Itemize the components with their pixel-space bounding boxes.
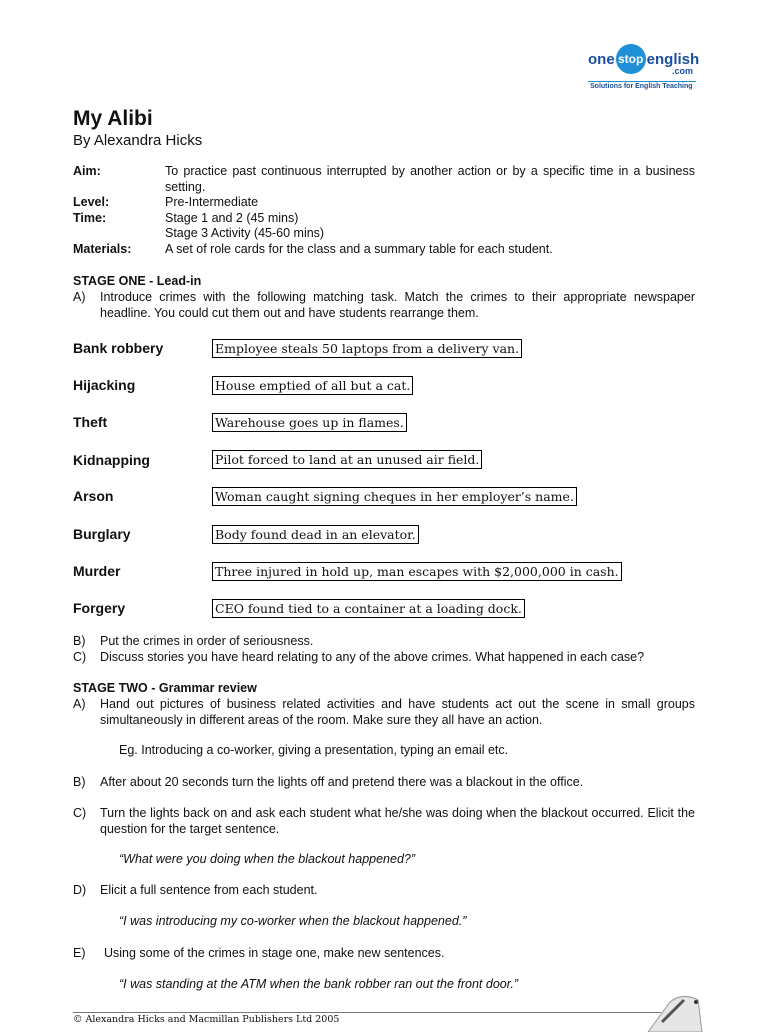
stage-two-a-example: Eg. Introducing a co-worker, giving a presentation, typing an email etc.	[119, 743, 509, 757]
item-text: Put the crimes in order of seriousness.	[100, 634, 314, 648]
stage-two-a	[73, 697, 695, 728]
photocopiable-stamp-icon	[640, 992, 710, 1032]
item-letter: B)	[73, 634, 86, 648]
crime-label: Theft	[73, 414, 108, 430]
stage-one-c	[73, 650, 695, 666]
item-text: Hand out pictures of business related activities and have students act out the scene in small groups simultaneously in different areas of the room. Make sure they all have an action.	[100, 697, 695, 727]
item-text: Using some of the crimes in stage one, make new sentences.	[104, 946, 445, 960]
logo-divider	[588, 81, 696, 82]
onestopenglish-logo	[588, 44, 700, 94]
crime-label: Burglary	[73, 526, 131, 542]
stage-two-b	[73, 775, 695, 791]
item-letter: A)	[73, 290, 86, 304]
stage-two-e	[73, 946, 695, 962]
item-letter: D)	[73, 883, 87, 897]
aim-label: Aim:	[73, 164, 101, 178]
item-letter: E)	[73, 946, 86, 960]
item-text: Turn the lights back on and ask each student what he/she was doing when the blackout occurred. Elicit the question for the target sentence.	[100, 806, 695, 836]
stage-two-d	[73, 883, 695, 899]
item-letter: A)	[73, 697, 86, 711]
time-value-1: Stage 1 and 2 (45 mins)	[165, 210, 299, 225]
item-text: Discuss stories you have heard relating to any of the above crimes. What happened in each case?	[100, 650, 645, 664]
time-label: Time:	[73, 210, 107, 225]
crime-label: Forgery	[73, 600, 126, 616]
item-letter: C)	[73, 806, 87, 820]
copyright-footer: © Alexandra Hicks and Macmillan Publishers Ltd 2005	[73, 1014, 340, 1025]
logo-text-one: one	[588, 50, 615, 68]
crime-label: Bank robbery	[73, 340, 164, 356]
footer-divider	[73, 1012, 661, 1013]
level-label: Level:	[73, 195, 110, 209]
crime-label: Hijacking	[73, 377, 136, 393]
stage-one-a	[73, 290, 695, 321]
materials-value: A set of role cards for the class and a summary table for each student.	[165, 241, 553, 256]
headline-box: Employee steals 50 laptops from a delivery van.	[212, 339, 522, 358]
headline-box: Woman caught signing cheques in her employer’s name.	[212, 487, 577, 506]
headline-box: Warehouse goes up in flames.	[212, 413, 407, 432]
item-letter: C)	[73, 650, 87, 664]
time-value-2: Stage 3 Activity (45-60 mins)	[165, 226, 325, 240]
stage-one-heading: STAGE ONE - Lead-in	[73, 274, 202, 288]
stage-two-c	[73, 806, 695, 837]
stage-two-d-quote: “I was introducing my co-worker when the blackout happened.”	[119, 914, 467, 928]
item-letter: B)	[73, 775, 86, 789]
author-line: By Alexandra Hicks	[73, 132, 203, 149]
headline-box: CEO found tied to a container at a loading dock.	[212, 599, 525, 618]
level-value: Pre-Intermediate	[165, 195, 259, 209]
stage-two-c-quote: “What were you doing when the blackout happened?”	[119, 852, 416, 866]
aim-value: To practice past continuous interrupted by another action or by a specific time in a business setting.	[165, 164, 695, 194]
crime-label: Kidnapping	[73, 452, 150, 468]
logo-tagline: Solutions for English Teaching	[590, 83, 693, 90]
logo-suffix: .com	[672, 66, 694, 76]
item-text: After about 20 seconds turn the lights off and pretend there was a blackout in the office.	[100, 775, 584, 789]
item-text: Elicit a full sentence from each student.	[100, 883, 318, 897]
lesson-info	[73, 164, 695, 257]
crime-label: Arson	[73, 488, 114, 504]
headline-box: House emptied of all but a cat.	[212, 376, 413, 395]
headline-box: Three injured in hold up, man escapes with $2,000,000 in cash.	[212, 562, 622, 581]
logo-text-english: english	[646, 50, 700, 68]
headline-box: Body found dead in an elevator.	[212, 525, 419, 544]
headline-box: Pilot forced to land at an unused air field.	[212, 450, 482, 469]
stage-one-b	[73, 634, 695, 650]
crime-label: Murder	[73, 563, 121, 579]
page-title: My Alibi	[73, 107, 153, 130]
item-text: Introduce crimes with the following matching task. Match the crimes to their appropriate newspaper headline. You could cut them out and have students rearrange them.	[100, 290, 695, 320]
logo-circle-stop: stop	[616, 44, 646, 74]
stage-two-heading: STAGE TWO - Grammar review	[73, 681, 257, 695]
stage-two-e-quote: “I was standing at the ATM when the bank robber ran out the front door.”	[119, 977, 519, 991]
materials-label: Materials:	[73, 241, 132, 256]
